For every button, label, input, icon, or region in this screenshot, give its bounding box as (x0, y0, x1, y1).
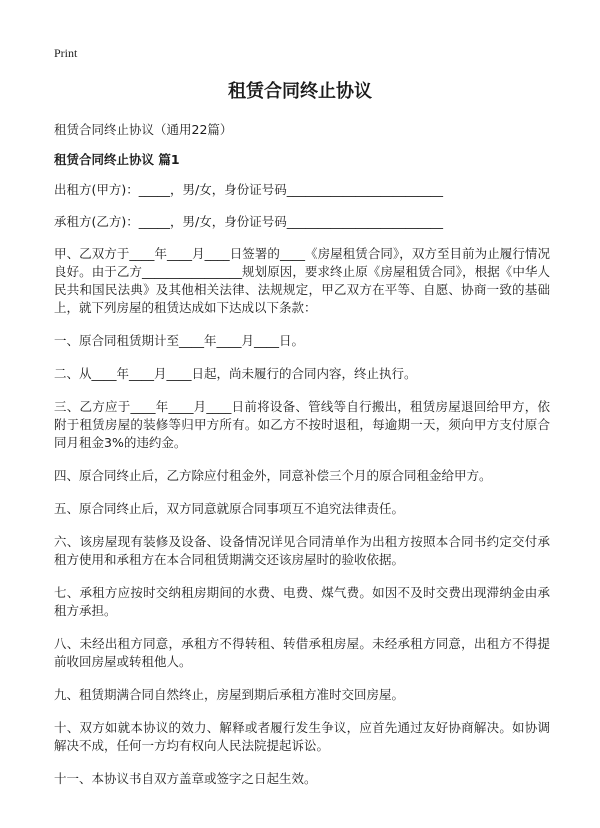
clause-4: 四、原合同终止后，乙方除应付租金外，同意补偿三个月的原合同租金给甲方。 (54, 468, 492, 483)
clause-1: 一、原合同租赁期计至____年____月____日。 (54, 333, 305, 348)
clause-7: 七、承租方应按时交纳租房期间的水费、电费、煤气费。如因不及时交费出现滞纳金由承租方承担。 (54, 585, 550, 618)
document-title: 租赁合同终止协议 (228, 81, 372, 102)
clause-8: 八、未经出租方同意，承租方不得转租、转借承租房屋。未经承租方同意，出租方不得提前收回房屋或转租他人。 (54, 636, 550, 669)
lessee-line: 承租方(乙方)：_____，男/女，身份证号码_________________________ (54, 214, 443, 229)
clause-3: 三、乙方应于____年____月____日前将设备、管线等自行搬出，租赁房屋退回给甲方，依附于租赁房屋的装修等归甲方所有。如乙方不按时退租，每逾期一天，须向甲方支付原合同月租金3%的违约金。 (54, 399, 550, 450)
print-link[interactable]: Print (54, 46, 78, 60)
document-body (54, 181, 550, 803)
document-subtitle: 租赁合同终止协议（通用22篇） (54, 122, 233, 137)
preamble-paragraph: 甲、乙双方于____年____月____日签署的____《房屋租赁合同》，双方至目前为止履行情况良好。由于乙方________________规划原因，要求终止原《房屋租赁合同》，根据《中华人民共和国民法典》及其他相关法律、法规规定，甲乙双方在平等、自愿、协商一致的基础上，就下列房屋的租赁达成如下达成以下条款： (54, 246, 550, 315)
lessor-line: 出租方(甲方)：_____，男/女，身份证号码_________________________ (54, 182, 443, 197)
clause-10: 十、双方如就本协议的效力、解释或者履行发生争议，应首先通过友好协商解决。如协调解决不成，任何一方均有权向人民法院提起诉讼。 (54, 720, 550, 753)
clause-5: 五、原合同终止后，双方同意就原合同事项互不追究法律责任。 (54, 501, 405, 516)
clause-9: 九、租赁期满合同自然终止，房屋到期后承租方准时交回房屋。 (54, 687, 405, 702)
clause-6: 六、该房屋现有装修及设备、设备情况详见合同清单作为出租方按照本合同书约定交付承租方使用和承租方在本合同租赁期满交还该房屋时的验收依据。 (54, 534, 550, 567)
clause-2: 二、从____年____月____日起，尚未履行的合同内容，终止执行。 (54, 366, 417, 381)
clause-11: 十一、本协议书自双方盖章或签字之日起生效。 (54, 771, 317, 786)
section-heading: 租赁合同终止协议 篇1 (54, 152, 180, 167)
